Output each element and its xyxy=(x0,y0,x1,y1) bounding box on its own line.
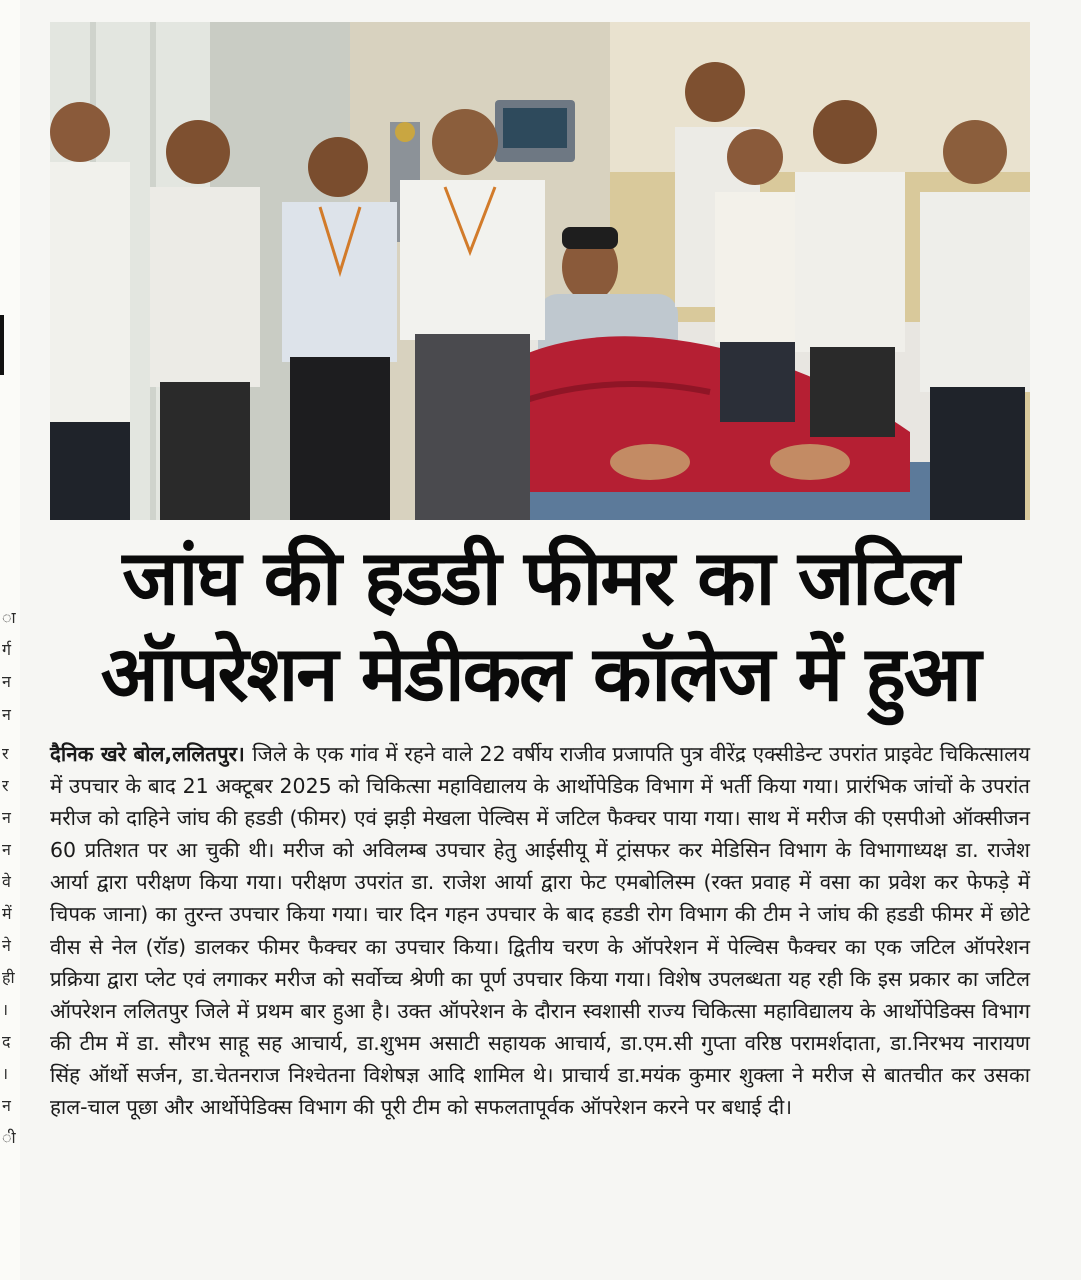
margin-fragment: न xyxy=(2,672,11,691)
hospital-group-photo xyxy=(50,22,1030,520)
headline-line-1: जांघ की हडडी फीमर का जटिल xyxy=(122,533,958,622)
margin-fragment: में xyxy=(2,904,12,923)
margin-fragment: न xyxy=(2,840,11,859)
margin-fragment: द xyxy=(2,1032,11,1051)
margin-fragment: न xyxy=(2,1096,11,1115)
margin-fragment: ने xyxy=(2,936,11,955)
margin-fragment: न xyxy=(2,705,11,724)
margin-fragment: । xyxy=(2,1064,9,1083)
margin-fragment: । xyxy=(2,1000,9,1019)
margin-fragment: र xyxy=(2,744,9,763)
margin-fragment: र्ग xyxy=(2,640,12,659)
news-photo xyxy=(50,22,1030,520)
article-text: जिले के एक गांव में रहने वाले 22 वर्षीय राजीव प्रजापति पुत्र वीरेंद्र एक्सीडेन्ट उपरांत प्राइवेट चिकित्सालय में उपचार के बाद 21 अक्टूबर 2025 को चिकित्सा महाविद्यालय के आर्थोपेडिक विभाग में भर्ती किया गया। प्रारंभिक जांचों के उपरांत मरीज को दाहिने जांघ की हडडी (फीमर) एवं झड़ी मेखला पेल्विस में जटिल फैक्चर पाया गया। साथ में मरीज की एसपीओ ऑक्सीजन 60 प्रतिशत पर आ चुकी थी। मरीज को अविलम्ब उपचार हेतु आईसीयू में ट्रांसफर कर मेडिसिन विभाग के विभागाध्यक्ष डा. राजेश आर्या द्वारा परीक्षण किया गया। परीक्षण उपरांत डा. राजेश आर्या द्वारा फेट एमबोलिस्म (रक्त प्रवाह में वसा का प्रवेश कर फेफड़े में चिपक जाना) का तुरन्त उपचार किया गया। चार दिन गहन उपचार के बाद हडडी रोग विभाग की टीम ने जांघ की हडडी फीमर में छोटे वीस से नेल (रॉड) डालकर फीमर फैक्चर का उपचार किया। द्वितीय चरण के ऑपरेशन में पेल्विस फैक्चर का एक जटिल ऑपरेशन प्रक्रिया द्वारा प्लेट एवं लगाकर मरीज को सर्वोच्च श्रेणी का पूर्ण उपचार किया गया। विशेष उपलब्धता यह रही कि इस प्रकार का जटिल ऑपरेशन ललितपुर जिले में प्रथम बार हुआ है। उक्त ऑपरेशन के दौरान स्वशासी राज्य चिकित्सा महाविद्यालय के आर्थोपेडिक्स विभाग की टीम में डा. सौरभ साहू सह आचार्य, डा.शुभम असाटी सहायक आचार्य, डा.एम.सी गुप्ता वरिष्ठ परामर्शदाता, डा.निरभय नारायण सिंह ऑर्थो सर्जन, डा.चेतनराज निश्चेतना विशेषज्ञ आदि शामिल थे। प्राचार्य डा.मयंक कुमार शुक्ला ने मरीज से बातचीत कर उसका हाल-चाल पूछा और आर्थोपेडिक्स विभाग की पूरी टीम को सफलतापूर्वक ऑपरेशन करने पर बधाई दी। xyxy=(50,742,1030,1120)
headline xyxy=(50,530,1030,722)
margin-fragment: ा xyxy=(2,608,16,627)
article-body xyxy=(50,738,1030,1123)
margin-fragment: र xyxy=(2,776,9,795)
person-figure xyxy=(50,102,130,520)
dateline: दैनिक खरे बोल,ललितपुर। xyxy=(50,742,253,766)
margin-fragment: न xyxy=(2,808,11,827)
adjacent-column-strip xyxy=(0,0,20,1280)
headline-line-2: ऑपरेशन मेडीकल कॉलेज में हुआ xyxy=(100,629,980,718)
column-rule xyxy=(0,315,4,375)
margin-fragment: ी xyxy=(2,1128,16,1147)
margin-fragment: ही xyxy=(2,968,15,987)
margin-fragment: वे xyxy=(2,872,11,891)
